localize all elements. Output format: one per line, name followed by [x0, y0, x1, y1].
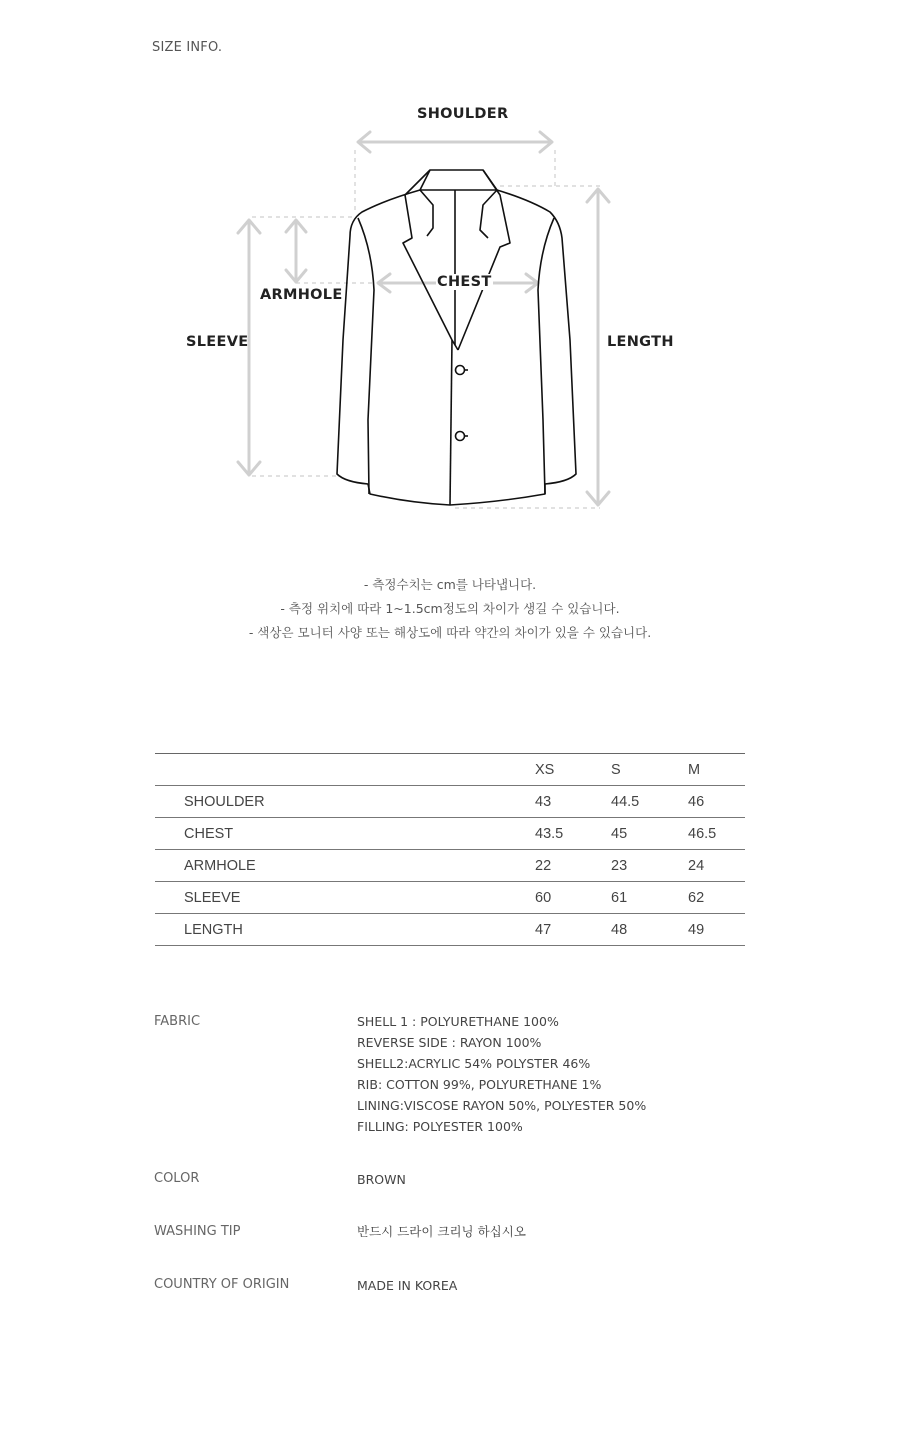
header-m: M: [688, 754, 745, 786]
header-s: S: [611, 754, 688, 786]
fabric-line: SHELL 1 : POLYURETHANE 100%: [357, 1014, 559, 1029]
cell-value: 49: [688, 914, 745, 946]
sleeve-label: SLEEVE: [186, 334, 249, 350]
table-row: [155, 818, 745, 850]
washing-tip-value: 반드시 드라이 크리닝 하십시오: [357, 1224, 526, 1239]
chest-label: CHEST: [437, 274, 492, 290]
fabric-line: RIB: COTTON 99%, POLYURETHANE 1%: [357, 1077, 602, 1092]
table-row: [155, 914, 745, 946]
note-line: - 측정수치는 cm를 나타냅니다.: [363, 577, 537, 592]
color-value: BROWN: [357, 1172, 406, 1187]
cell-value: 23: [611, 850, 688, 882]
jacket-outline: [337, 170, 576, 505]
table-header-row: [155, 754, 745, 786]
cell-value: 46.5: [688, 818, 745, 850]
fabric-line: LINING:VISCOSE RAYON 50%, POLYESTER 50%: [357, 1098, 647, 1113]
cell-value: 62: [688, 882, 745, 914]
washing-tip-label: WASHING TIP: [154, 1224, 241, 1239]
fabric-line: REVERSE SIDE : RAYON 100%: [357, 1035, 542, 1050]
dimension-arrows: [238, 132, 609, 505]
fabric-line: FILLING: POLYESTER 100%: [357, 1119, 523, 1134]
cell-value: 22: [535, 850, 611, 882]
cell-value: 61: [611, 882, 688, 914]
cell-value: 46: [688, 786, 745, 818]
size-table: [155, 753, 745, 946]
armhole-label: ARMHOLE: [260, 287, 343, 303]
cell-value: 48: [611, 914, 688, 946]
cell-value: 43: [535, 786, 611, 818]
guide-lines: [252, 150, 600, 508]
header-xs: XS: [535, 754, 611, 786]
fabric-line: SHELL2:ACRYLIC 54% POLYSTER 46%: [357, 1056, 591, 1071]
cell-value: 24: [688, 850, 745, 882]
row-label: SLEEVE: [155, 882, 535, 914]
row-label: SHOULDER: [155, 786, 535, 818]
country-of-origin-label: COUNTRY OF ORIGIN: [154, 1277, 290, 1292]
cell-value: 45: [611, 818, 688, 850]
header-empty: [155, 754, 535, 786]
table-row: [155, 786, 745, 818]
section-title: SIZE INFO.: [152, 40, 223, 55]
measurement-notes: [0, 573, 900, 645]
table-row: [155, 850, 745, 882]
fabric-label: FABRIC: [154, 1014, 201, 1029]
row-label: CHEST: [155, 818, 535, 850]
note-line: - 색상은 모니터 사양 또는 해상도에 따라 약간의 차이가 있을 수 있습니다.: [248, 625, 652, 640]
cell-value: 47: [535, 914, 611, 946]
cell-value: 44.5: [611, 786, 688, 818]
length-label: LENGTH: [607, 334, 674, 350]
shoulder-label: SHOULDER: [417, 106, 509, 122]
table-row: [155, 882, 745, 914]
note-line: - 측정 위치에 따라 1~1.5cm정도의 차이가 생길 수 있습니다.: [280, 601, 620, 616]
row-label: LENGTH: [155, 914, 535, 946]
cell-value: 43.5: [535, 818, 611, 850]
fabric-value: [357, 1011, 646, 1137]
color-label: COLOR: [154, 1171, 200, 1186]
row-label: ARMHOLE: [155, 850, 535, 882]
country-of-origin-value: MADE IN KOREA: [357, 1278, 458, 1293]
cell-value: 60: [535, 882, 611, 914]
